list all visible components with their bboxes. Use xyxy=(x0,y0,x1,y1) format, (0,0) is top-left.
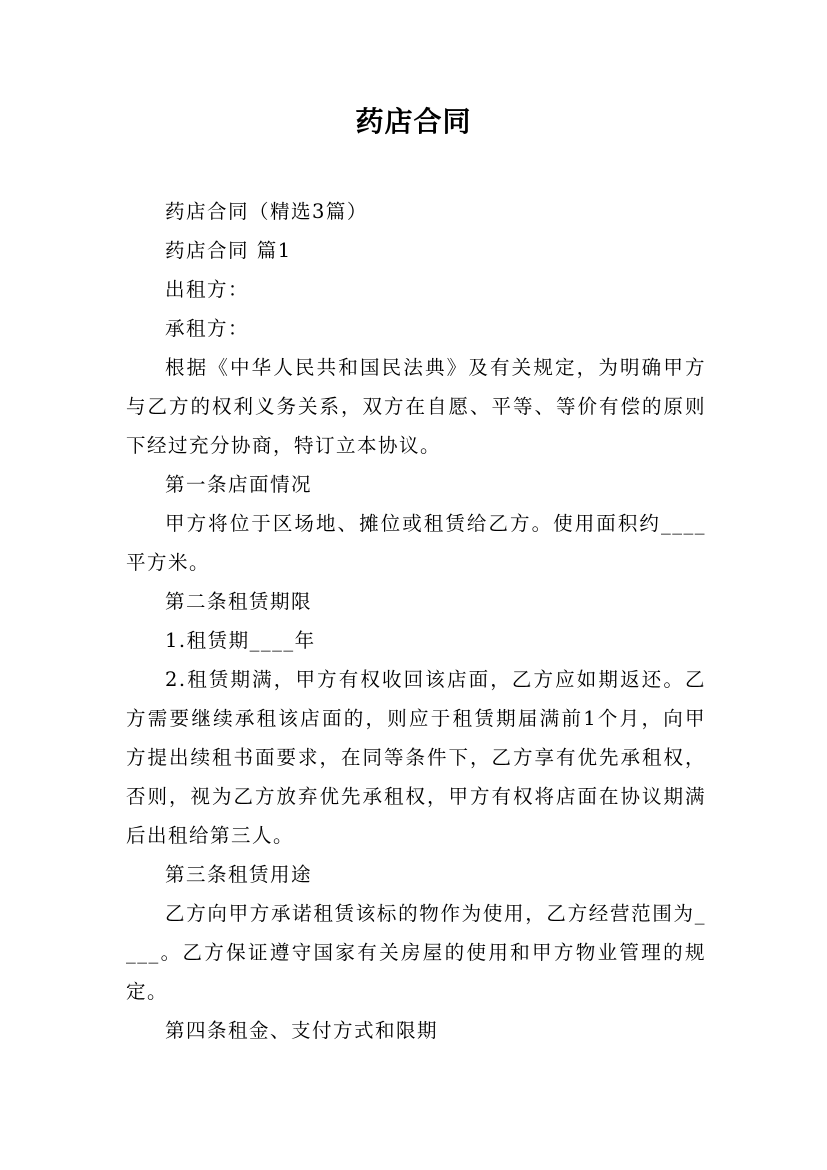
article-2-item-1: 1.租赁期____年 xyxy=(165,629,316,652)
article-heading-2: 第二条租赁期限 xyxy=(165,590,313,613)
document-body xyxy=(126,192,706,1050)
article-heading-4: 第四条租金、支付方式和限期 xyxy=(165,1019,439,1042)
lessor-line: 出租方： xyxy=(165,278,250,301)
lessee-line: 承租方： xyxy=(165,317,250,340)
article-1-paragraph: 甲方将位于区场地、摊位或租赁给乙方。使用面积约____平方米。 xyxy=(126,512,706,574)
document-title: 药店合同 xyxy=(355,105,472,138)
article-2-item-2: 2.租赁期满，甲方有权收回该店面，乙方应如期返还。乙方需要继续承租该店面的，则应于租赁期届满前1个月，向甲方提出续租书面要求，在同等条件下，乙方享有优先承租权，否则，视为乙方放弃优先承租权，甲方有权将店面在协议期满后出租给第三人。 xyxy=(126,668,706,847)
document-subtitle: 药店合同（精选3篇） xyxy=(165,200,368,223)
preamble-paragraph: 根据《中华人民共和国民法典》及有关规定，为明确甲方与乙方的权利义务关系，双方在自愿、平等、等价有偿的原则下经过充分协商，特订立本协议。 xyxy=(126,356,706,457)
article-3-paragraph: 乙方向甲方承诺租赁该标的物作为使用，乙方经营范围为____。乙方保证遵守国家有关房屋的使用和甲方物业管理的规定。 xyxy=(126,902,706,1003)
article-heading-3: 第三条租赁用途 xyxy=(165,863,313,886)
article-heading-1: 第一条店面情况 xyxy=(165,473,313,496)
section-heading: 药店合同 篇1 xyxy=(165,239,292,262)
